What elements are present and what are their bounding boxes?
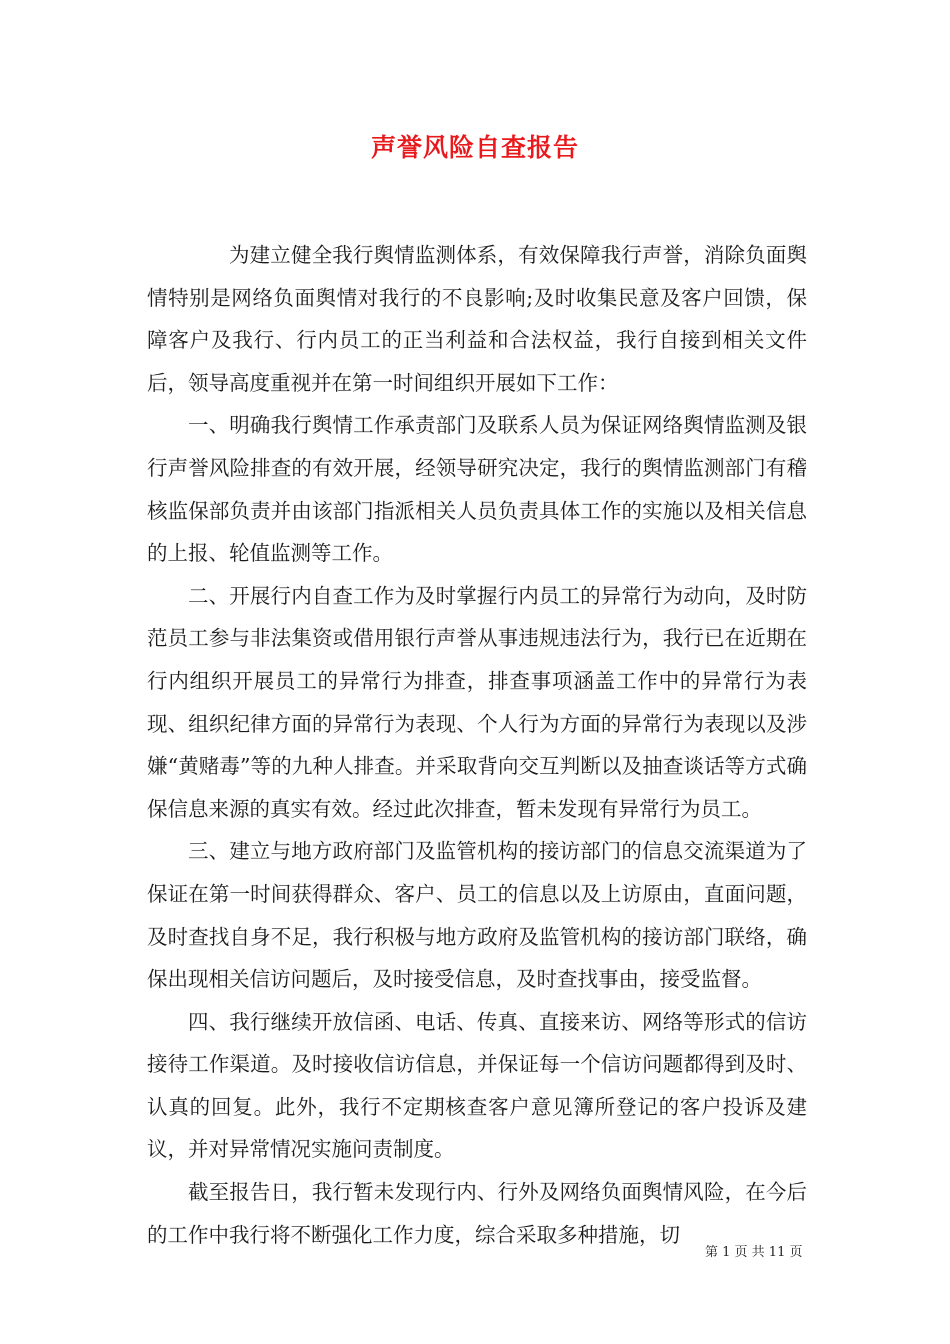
paragraph-section-2: 二、开展行内自查工作为及时掌握行内员工的异常行为动向，及时防范员工参与非法集资或借用银行声誉从事违规违法行为，我行已在近期在行内组织开展员工的异常行为排查，排查事项涵盖工作中的异常行为表现、组织纪律方面的异常行为表现、个人行为方面的异常行为表现以及涉嫌“黄赌毒”等的九种人排查。并采取背向交互判断以及抽查谈话等方式确保信息来源的真实有效。经过此次排查，暂未发现有异常行为员工。 xyxy=(147,583,807,821)
paragraph-section-4: 四、我行继续开放信函、电话、传真、直接来访、网络等形式的信访接待工作渠道。及时接收信访信息，并保证每一个信访问题都得到及时、认真的回复。此外，我行不定期核查客户意见簿所登记的客户投诉及建议，并对异常情况实施问责制度。 xyxy=(147,1009,807,1162)
paragraph-section-1: 一、明确我行舆情工作承责部门及联系人员为保证网络舆情监测及银行声誉风险排查的有效开展，经领导研究决定，我行的舆情监测部门有稽核监保部负责并由该部门指派相关人员负责具体工作的实施以及相关信息的上报、轮值监测等工作。 xyxy=(147,413,807,566)
page-number-footer: 第 1 页 共 11 页 xyxy=(705,1245,803,1260)
paragraph-intro: 为建立健全我行舆情监测体系，有效保障我行声誉，消除负面舆情特别是网络负面舆情对我行的不良影响;及时收集民意及客户回馈，保障客户及我行、行内员工的正当利益和合法权益，我行自接到相关文件后，领导高度重视并在第一时间组织开展如下工作： xyxy=(147,243,807,395)
document-body xyxy=(147,234,807,1256)
document-title: 声誉风险自查报告 xyxy=(370,133,579,162)
paragraph-section-3: 三、建立与地方政府部门及监管机构的接访部门的信息交流渠道为了保证在第一时间获得群众、客户、员工的信息以及上访原由，直面问题，及时查找自身不足，我行积极与地方政府及监管机构的接访部门联络，确保出现相关信访问题后，及时接受信息，及时查找事由，接受监督。 xyxy=(147,839,807,992)
paragraph-conclusion: 截至报告日，我行暂未发现行内、行外及网络负面舆情风险，在今后的工作中我行将不断强化工作力度，综合采取多种措施，切 xyxy=(147,1180,807,1247)
